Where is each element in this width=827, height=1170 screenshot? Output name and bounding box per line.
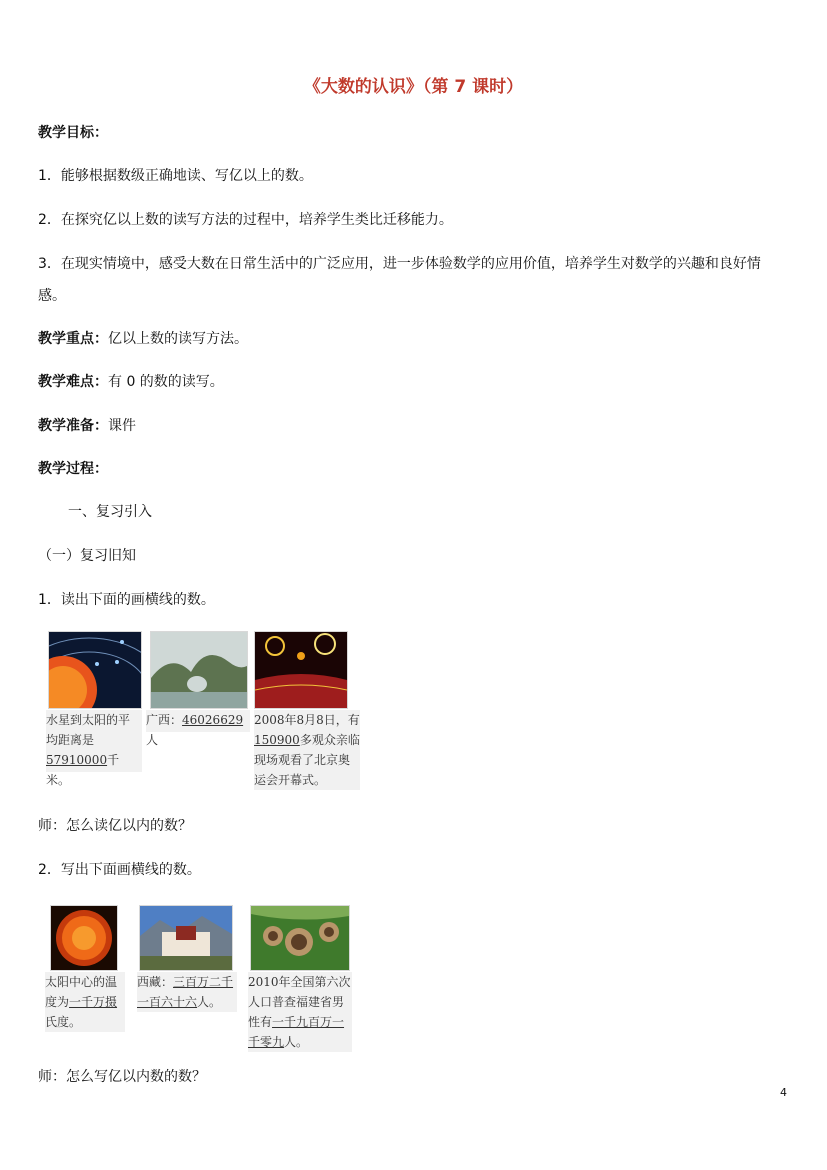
q2-card-2-line-2 bbox=[137, 992, 237, 1012]
potala-palace-image bbox=[139, 905, 233, 971]
q1-card-3-line-4: 运会开幕式。 bbox=[254, 773, 327, 787]
tulou-image bbox=[250, 905, 350, 971]
subsection-1: （一）复习旧知 bbox=[38, 548, 136, 564]
q2-card-1-underlined: 一千万摄 bbox=[69, 995, 118, 1009]
q1-card-1-line-1: 水星到太阳的平 bbox=[46, 713, 131, 727]
q2-card-caption-2 bbox=[137, 972, 237, 1012]
page-title: 《大数的认识》（第 7 课时） bbox=[303, 77, 524, 97]
q1-card-3-line-1: 2008年8月8日，有 bbox=[254, 713, 360, 727]
difficulty-label: 教学难点： bbox=[38, 374, 108, 390]
solar-system-image bbox=[48, 631, 142, 709]
q1-card-3-line-2 bbox=[254, 730, 360, 750]
sun-image bbox=[50, 905, 118, 971]
q2-card-2-underlined-2: 一百六十六 bbox=[137, 995, 198, 1009]
q2-card-1-line-1: 太阳中心的温 bbox=[45, 975, 118, 989]
q1-card-caption-3 bbox=[254, 710, 360, 790]
preparation bbox=[38, 415, 136, 435]
q1-card-caption-1 bbox=[46, 710, 142, 787]
q2-card-3-pre: 性有 bbox=[248, 1015, 273, 1029]
q2-card-1-line-2 bbox=[45, 992, 125, 1012]
q2-card-caption-3 bbox=[248, 972, 352, 1052]
q1-card-caption-2 bbox=[146, 710, 250, 747]
process-heading: 教学过程： bbox=[38, 461, 108, 477]
question-2: 2．写出下面画横线的数。 bbox=[38, 862, 201, 878]
preparation-label: 教学准备： bbox=[38, 418, 108, 434]
q2-card-1-line-3: 氏度。 bbox=[45, 1015, 82, 1029]
q2-card-2-pre: 西藏： bbox=[137, 975, 174, 989]
q1-card-1-number: 57910000 bbox=[46, 753, 108, 767]
fireworks-image bbox=[254, 631, 348, 709]
q2-card-2-post: 人。 bbox=[197, 995, 222, 1009]
q2-card-3-underlined-1: 一千九百万一 bbox=[272, 1015, 345, 1029]
guangxi-landscape-image bbox=[150, 631, 248, 709]
q2-card-2-line-1 bbox=[137, 972, 237, 992]
q2-card-3-line-1: 2010年全国第六次 bbox=[248, 975, 351, 989]
objectives-heading: 教学目标： bbox=[38, 125, 108, 141]
preparation-text: 课件 bbox=[108, 418, 136, 434]
q2-card-3-line-2: 人口普查福建省男 bbox=[248, 995, 345, 1009]
q2-card-1-pre: 度为 bbox=[45, 995, 70, 1009]
teacher-question-1: 师：怎么读亿以内的数？ bbox=[38, 818, 192, 834]
q1-card-2-pre: 广西： bbox=[146, 713, 183, 727]
q1-card-1-line-3 bbox=[46, 750, 142, 790]
objective-3: 3．在现实情境中，感受大数在日常生活中的广泛应用，进一步体验数学的应用价值，培养学生对数学的兴趣和良好情 bbox=[38, 256, 761, 272]
key-point-label: 教学重点： bbox=[38, 331, 108, 347]
q2-card-3-line-3 bbox=[248, 1012, 352, 1032]
q1-card-1-post: 千米。 bbox=[46, 753, 120, 787]
q2-card-caption-1 bbox=[45, 972, 125, 1032]
q1-card-1-line-2: 均距离是 bbox=[46, 733, 95, 747]
objective-3-cont: 感。 bbox=[38, 288, 66, 304]
difficulty bbox=[38, 371, 224, 391]
q2-card-2-underlined-1: 三百万二千 bbox=[173, 975, 234, 989]
q1-card-2-number: 46026629 bbox=[182, 713, 244, 727]
q1-card-3-number: 150900 bbox=[254, 733, 300, 747]
q2-card-3-post: 人。 bbox=[284, 1035, 309, 1049]
question-1: 1．读出下面的画横线的数。 bbox=[38, 592, 215, 608]
q2-card-3-line-4 bbox=[248, 1032, 352, 1052]
objective-2: 2．在探究亿以上数的读写方法的过程中，培养学生类比迁移能力。 bbox=[38, 212, 453, 228]
page-number: 4 bbox=[780, 1086, 787, 1099]
difficulty-text: 有 0 的数的读写。 bbox=[108, 374, 224, 390]
q1-card-3-post: 多观众亲临 bbox=[299, 733, 360, 747]
teacher-question-2: 师：怎么写亿以内数的数？ bbox=[38, 1069, 206, 1085]
q1-card-2-post: 人 bbox=[146, 733, 159, 747]
objective-1: 1．能够根据数级正确地读、写亿以上的数。 bbox=[38, 168, 313, 184]
q2-card-3-underlined-2: 千零九 bbox=[248, 1035, 285, 1049]
key-point-text: 亿以上数的读写方法。 bbox=[108, 331, 248, 347]
section-1: 一、复习引入 bbox=[68, 504, 152, 520]
q1-card-3-line-3: 现场观看了北京奥 bbox=[254, 753, 351, 767]
key-point bbox=[38, 328, 248, 348]
